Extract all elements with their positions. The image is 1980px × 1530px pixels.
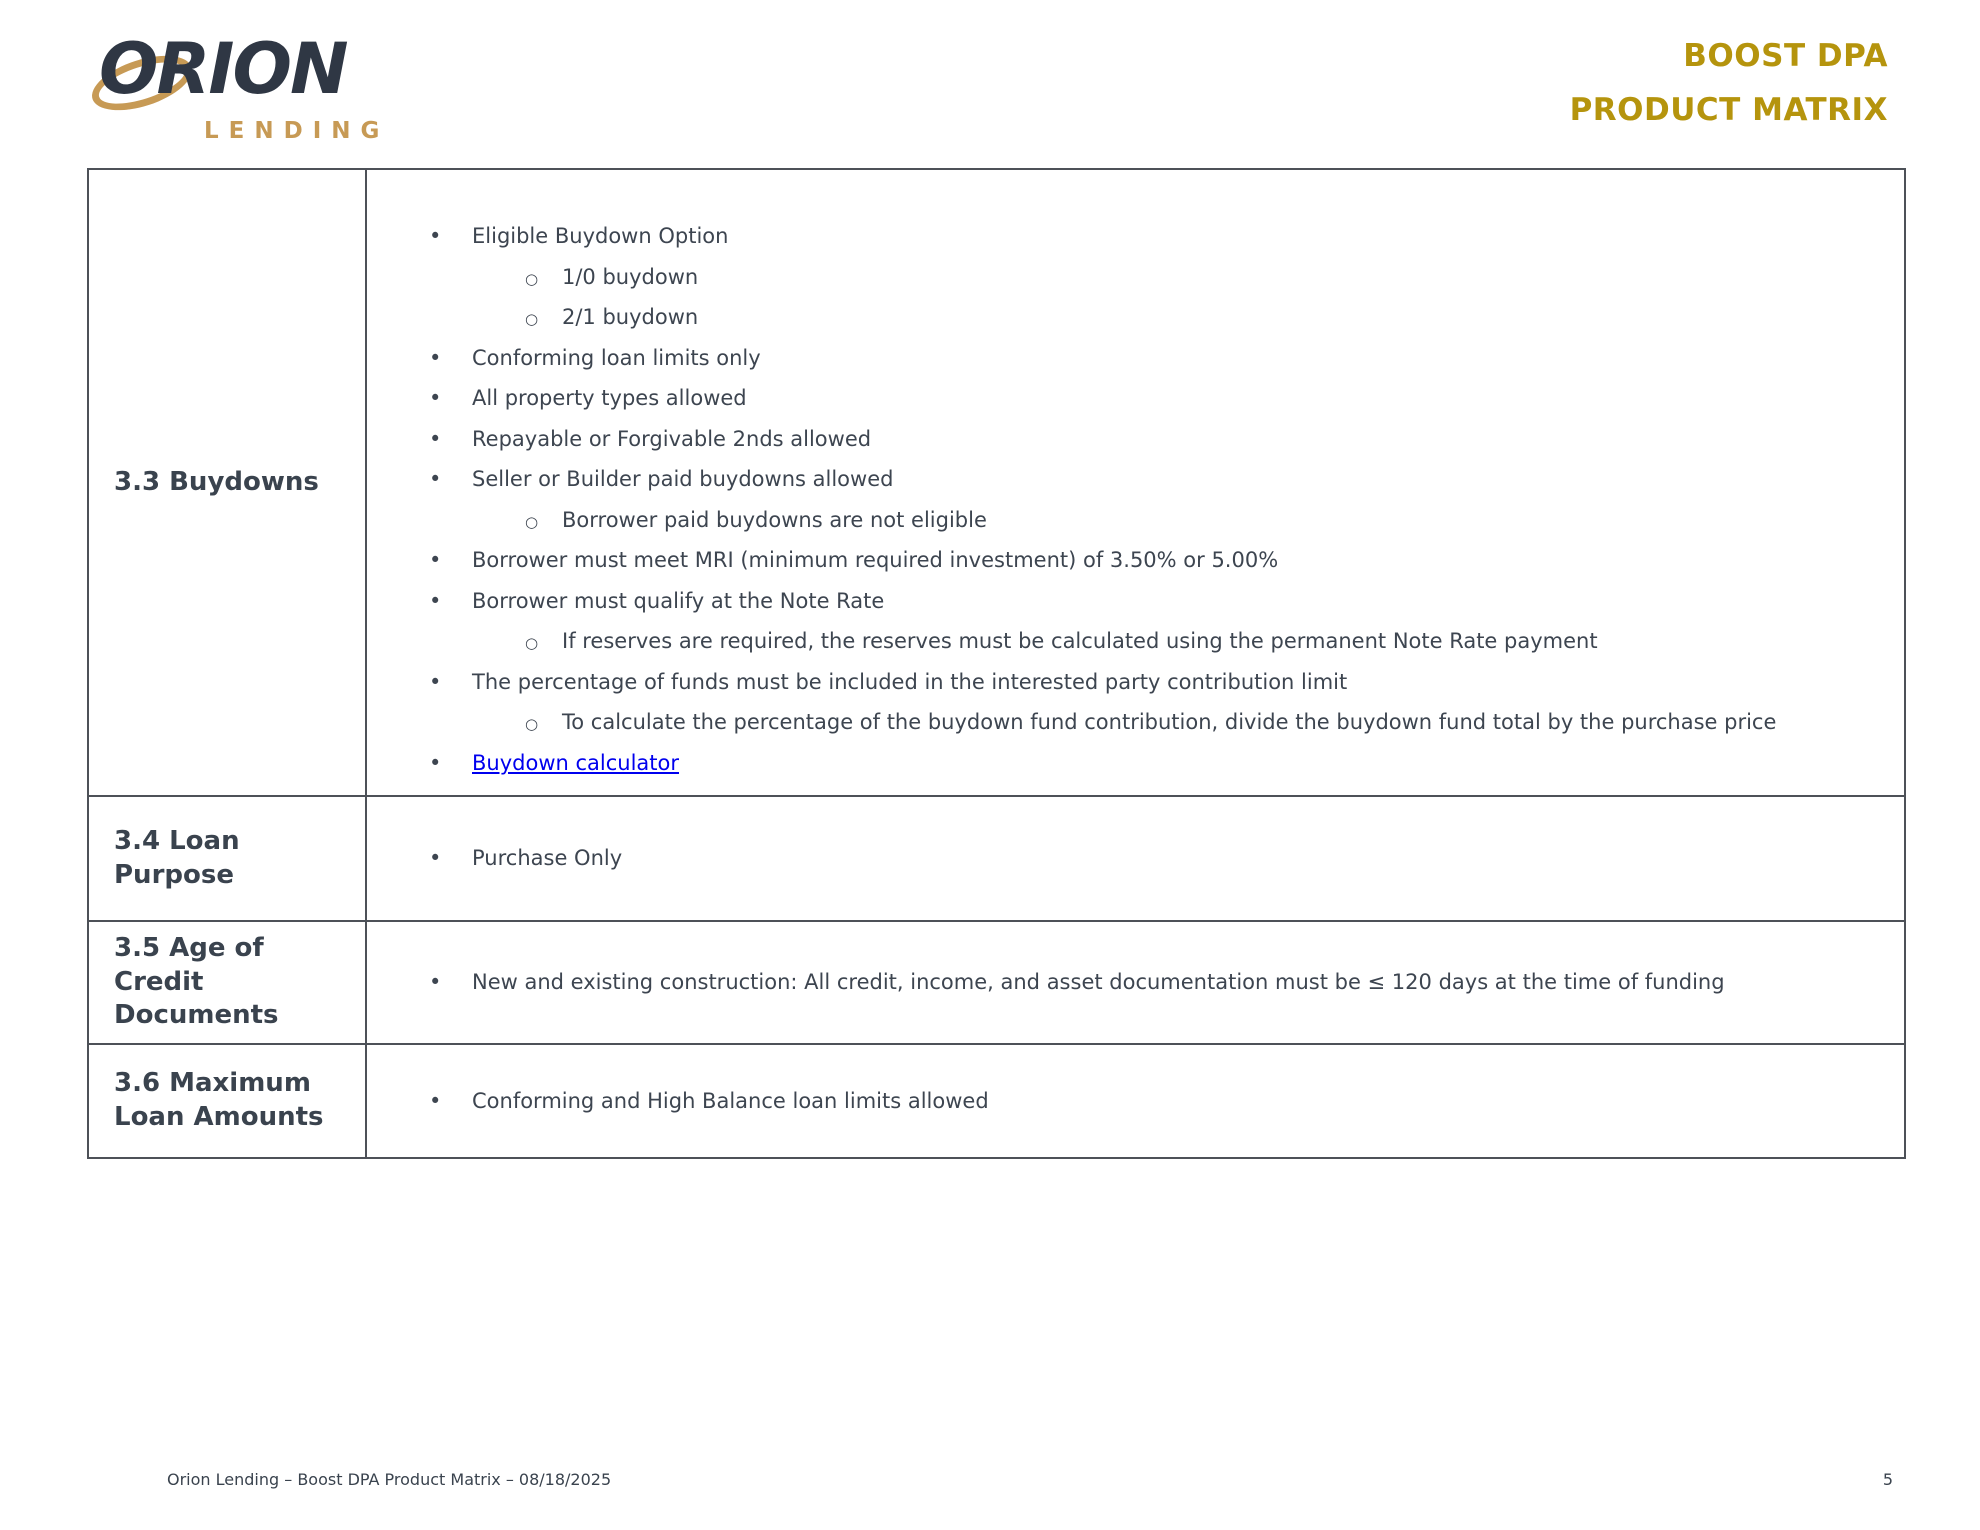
- bullet-item: [367, 962, 1884, 1003]
- table-row: [89, 1045, 1904, 1157]
- bullet-icon: •: [429, 224, 442, 248]
- row-label-cell: [89, 797, 367, 920]
- bullet-item: [367, 1081, 1884, 1122]
- bullet-icon: •: [429, 1088, 442, 1113]
- bullet-icon: •: [429, 426, 442, 451]
- table-row: [89, 922, 1904, 1045]
- bullet-item: [367, 743, 1884, 784]
- orion-logo: [0, 0, 420, 160]
- bullet-item: [367, 581, 1884, 622]
- doc-title-line2: PRODUCT MATRIX: [1569, 92, 1888, 128]
- item-text: The percentage of funds must be included in the interested party contribution limit: [472, 669, 1348, 694]
- bullet-item: [367, 216, 1884, 257]
- item-text: Conforming loan limits only: [472, 345, 761, 370]
- item-text: Purchase Only: [472, 846, 623, 871]
- bullet-item: [367, 702, 1884, 743]
- row-label: 3.4 Loan Purpose: [114, 825, 240, 890]
- circle-bullet-icon: ○: [525, 715, 539, 733]
- bullet-item: [367, 297, 1884, 338]
- table-row: [89, 170, 1904, 797]
- bullet-icon: •: [429, 669, 442, 694]
- circle-bullet-icon: ○: [525, 634, 539, 652]
- row-content-cell: [367, 922, 1904, 1043]
- bullet-item: [367, 662, 1884, 703]
- bullet-icon: •: [429, 750, 442, 775]
- bullet-icon: •: [429, 345, 442, 370]
- bullet-icon: •: [429, 588, 442, 613]
- bullet-item: [367, 500, 1884, 541]
- bullet-icon: •: [429, 970, 442, 995]
- table-row: [89, 797, 1904, 922]
- row-label: 3.3 Buydowns: [114, 466, 319, 497]
- item-text: To calculate the percentage of the buydown fund contribution, divide the buydown fund total by the purchase price: [562, 710, 1777, 734]
- bullet-item: [367, 257, 1884, 298]
- item-text: Seller or Builder paid buydowns allowed: [472, 467, 894, 491]
- item-text: All property types allowed: [472, 386, 747, 410]
- row-label-cell: [89, 1045, 367, 1157]
- link-text[interactable]: Buydown calculator: [472, 750, 680, 775]
- bullet-item: [367, 459, 1884, 500]
- row-content-cell: [367, 170, 1904, 795]
- bullet-item: [367, 338, 1884, 379]
- circle-bullet-icon: ○: [525, 269, 539, 288]
- row-label-cell: [89, 170, 367, 795]
- bullet-icon: •: [429, 467, 442, 491]
- row-label-cell: [89, 922, 367, 1043]
- row-content-cell: [367, 797, 1904, 920]
- matrix-table: [87, 168, 1906, 1159]
- row-label: 3.5 Age of Credit Documents: [114, 932, 279, 1031]
- bullet-item: [367, 838, 1884, 879]
- doc-title: [1570, 40, 1888, 126]
- item-text: 1/0 buydown: [562, 264, 699, 289]
- row-content-cell: [367, 1045, 1904, 1157]
- item-text: Repayable or Forgivable 2nds allowed: [472, 426, 872, 451]
- circle-bullet-icon: ○: [525, 512, 539, 531]
- bullet-icon: •: [429, 846, 442, 871]
- item-text: New and existing construction: All credit, income, and asset documentation must be ≤ 120 days at the time of funding: [472, 970, 1725, 995]
- bullet-item: [367, 419, 1884, 460]
- bullet-item: [367, 621, 1884, 662]
- item-text: If reserves are required, the reserves must be calculated using the permanent Note Rate payment: [562, 629, 1598, 653]
- item-text: Borrower must meet MRI (minimum required investment) of 3.50% or 5.00%: [472, 548, 1279, 572]
- bullet-icon: •: [429, 548, 442, 572]
- doc-title-line1: BOOST DPA: [1683, 38, 1888, 74]
- logo-brand-text: ORION: [99, 28, 347, 110]
- bullet-item: [367, 540, 1884, 581]
- circle-bullet-icon: ○: [525, 310, 539, 328]
- item-text: Conforming and High Balance loan limits allowed: [472, 1088, 989, 1113]
- logo-sub-text: LENDING: [204, 118, 390, 144]
- item-text: Borrower must qualify at the Note Rate: [472, 588, 885, 613]
- bullet-icon: •: [429, 386, 442, 410]
- item-text: Eligible Buydown Option: [472, 224, 729, 248]
- footer-text: Orion Lending – Boost DPA Product Matrix – 08/18/2025: [167, 1470, 612, 1489]
- buydown-calculator-link[interactable]: [472, 743, 679, 784]
- page-number: 5: [1882, 1470, 1893, 1489]
- item-text: Borrower paid buydowns are not eligible: [562, 507, 987, 532]
- bullet-item: [367, 378, 1884, 419]
- row-label: 3.6 Maximum Loan Amounts: [114, 1068, 324, 1132]
- item-text: 2/1 buydown: [562, 305, 699, 329]
